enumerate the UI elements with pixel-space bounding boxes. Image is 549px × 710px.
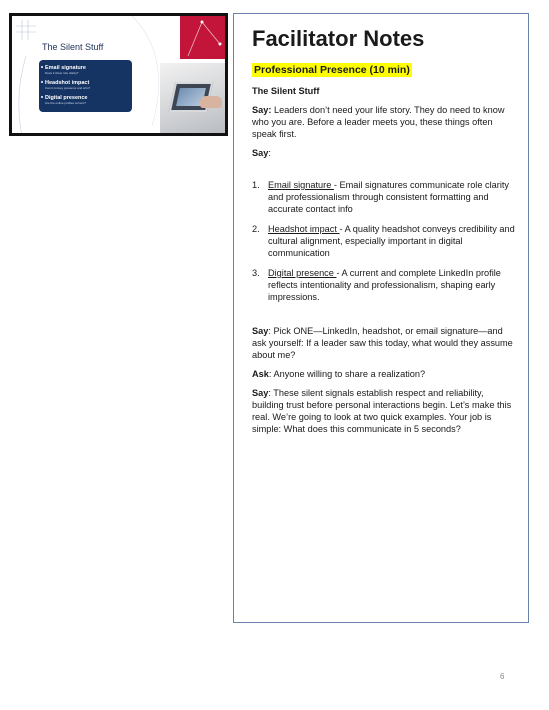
list-text: - A current and complete LinkedIn profile reflects intentionality and professionalism, shaping early impressions. [268, 268, 501, 302]
ask-paragraph [252, 368, 516, 380]
list-term: Email signature [268, 180, 334, 190]
notes-title: Facilitator Notes [252, 26, 425, 51]
say-paragraph [252, 325, 516, 361]
slide-item-sub: Can it convey presence and who? [45, 86, 91, 90]
say-label: Say: [252, 105, 272, 115]
say-label: Say [252, 388, 269, 398]
slide-title: The Silent Stuff [42, 42, 104, 52]
section-highlight: Professional Presence (10 min) [254, 64, 410, 76]
say-paragraph [252, 104, 516, 140]
say-paragraph [252, 147, 516, 159]
list-item [252, 267, 516, 303]
slide-item [45, 80, 90, 90]
list-number: 1. [252, 180, 260, 190]
say-text: Leaders don’t need your life story. They do need to know who you are. Before a leader meets you, these things often speak first. [252, 105, 505, 139]
ask-text: : Anyone willing to share a realization? [268, 369, 426, 379]
list-number: 3. [252, 268, 260, 278]
slide-item-sub: Are the online profiles current? [45, 101, 86, 105]
facilitator-notes-panel [233, 13, 529, 623]
red-accent-block [180, 16, 228, 59]
say-label: Say [252, 326, 269, 336]
network-lines-icon [180, 16, 228, 59]
page-number: 6 [500, 672, 505, 681]
list-number: 2. [252, 224, 260, 234]
say-text: : Pick ONE—LinkedIn, headshot, or email signature—and ask yourself: If a leader saw this today, what would they assume about me? [252, 326, 513, 360]
slide-item [45, 95, 88, 105]
list-text: - A quality headshot conveys credibility and cultural alignment, especially important in digital communication [268, 224, 515, 258]
slide-item-sub: Does it show role clarity? [45, 71, 79, 75]
list-item [252, 223, 516, 259]
talking-points-list [252, 179, 516, 303]
list-term: Headshot impact [268, 224, 340, 234]
slide-thumbnail[interactable] [9, 13, 228, 136]
say-text: : These silent signals establish respect and reliability, building trust before personal interactions begin. Let’s make this real. We’re going to look at two quick examples. Your job is simple: What does this communicate in 5 seconds? [252, 388, 512, 434]
say-colon: : [268, 148, 271, 158]
list-term: Digital presence [268, 268, 337, 278]
slide-item [45, 65, 86, 75]
slide-item-title: Email signature [45, 65, 86, 71]
hand-image [200, 96, 222, 108]
slide-item-title: Digital presence [45, 95, 88, 101]
slide-bullet-box [39, 60, 132, 112]
say-label: Say [252, 148, 269, 158]
ask-label: Ask [252, 369, 269, 379]
list-item [252, 179, 516, 215]
slide-item-title: Headshot impact [45, 80, 90, 86]
list-text: - Email signatures communicate role clarity and professionalism through consistent formatting and accurate contact info [268, 180, 510, 214]
notes-subtitle: The Silent Stuff [252, 86, 320, 96]
say-paragraph [252, 387, 516, 435]
